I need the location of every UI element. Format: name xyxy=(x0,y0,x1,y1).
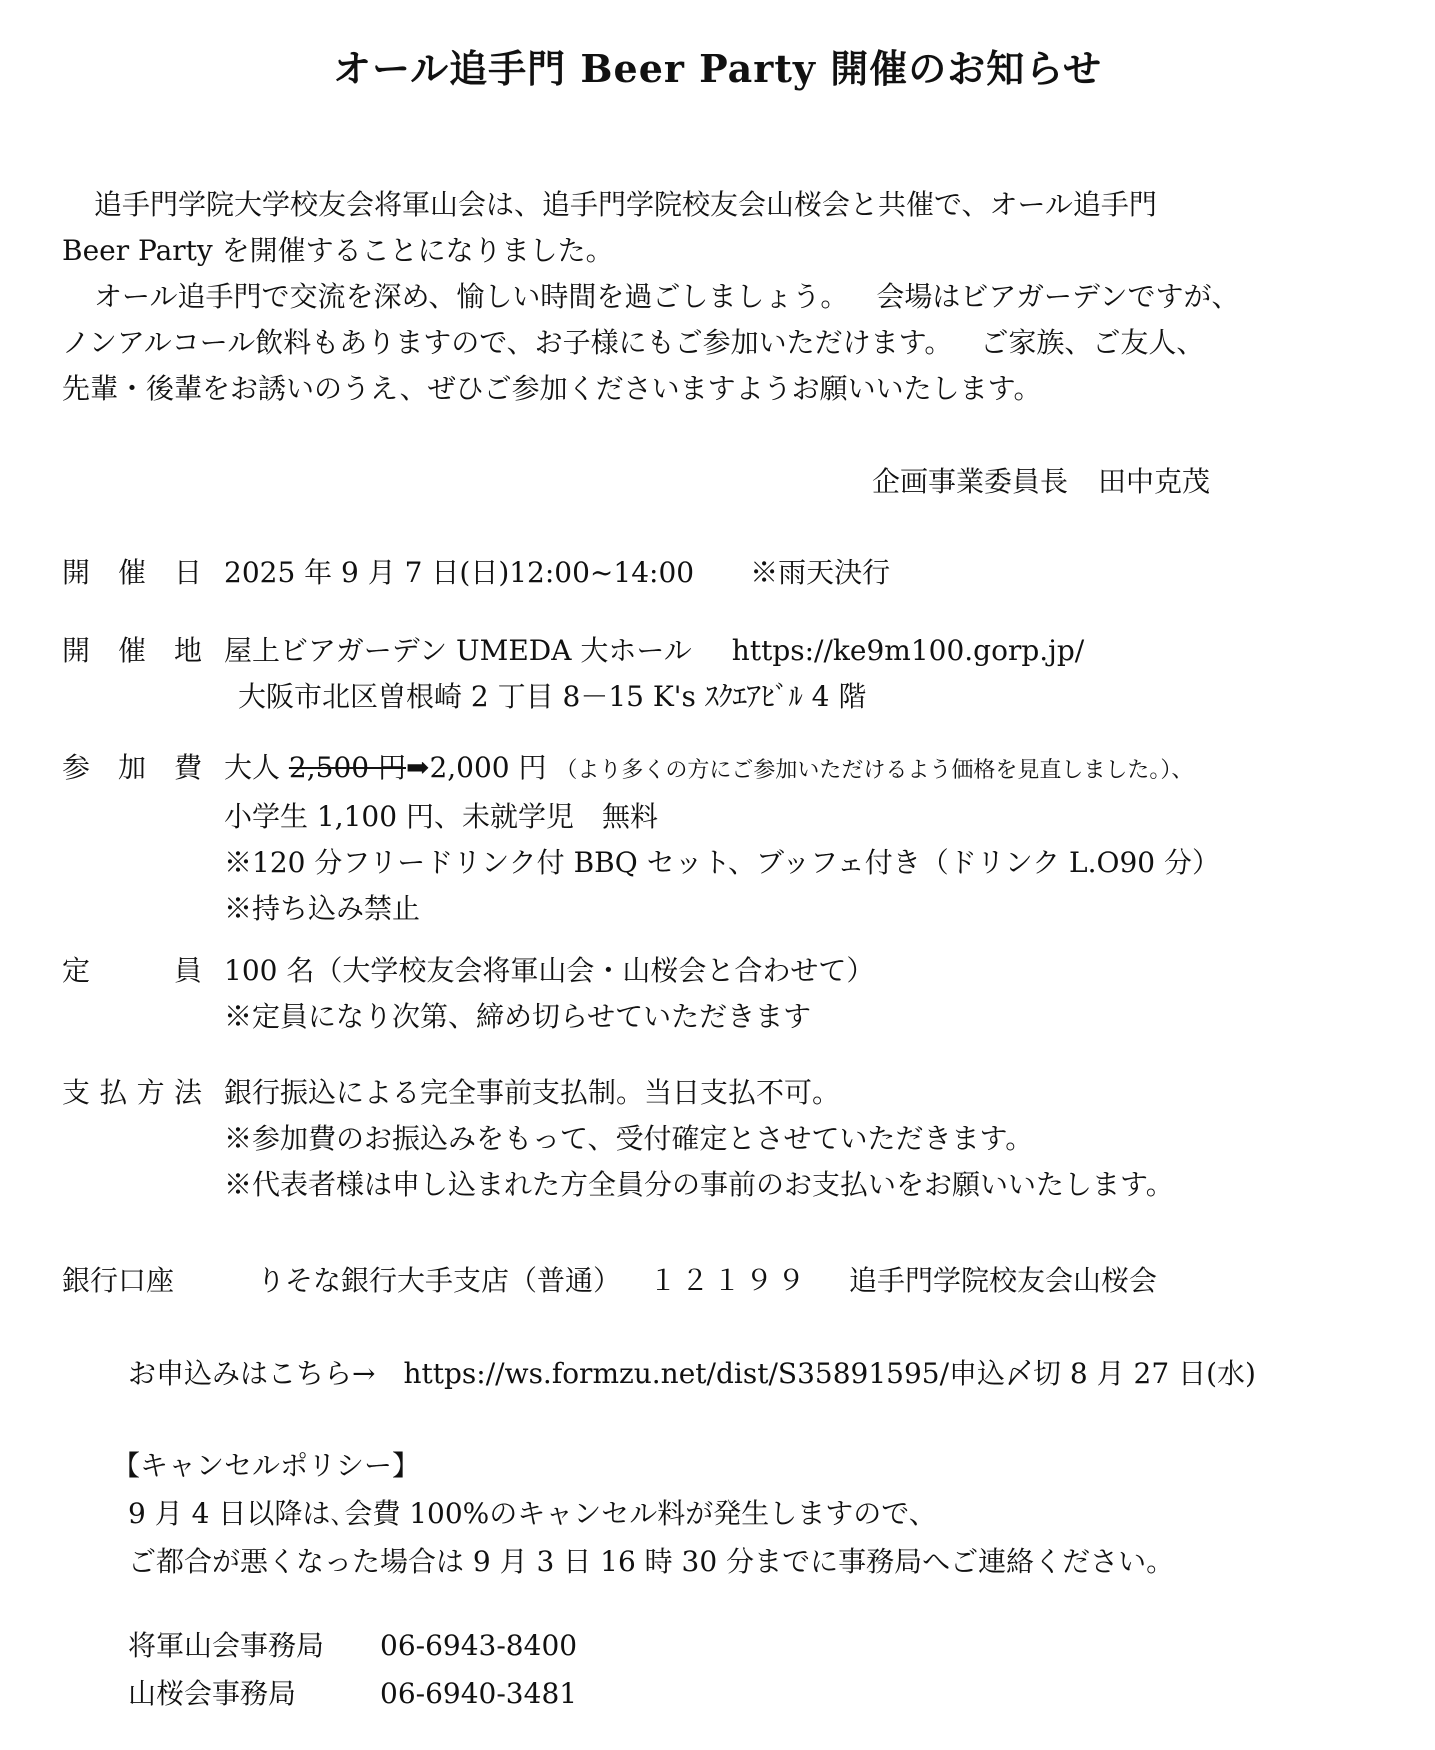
fee-new-price: 2,000 円 xyxy=(429,751,547,784)
label-char: 加 xyxy=(117,751,146,784)
capacity-value: 100 名（大学校友会将軍山会・山桜会と合わせて） xyxy=(224,954,875,987)
intro-line: 追手門学院大学校友会将軍山会は、追手門学院校友会山桜会と共催で、オール追手門 xyxy=(94,188,1157,221)
apply-url[interactable]: https://ws.formzu.net/dist/S35891595/ xyxy=(403,1357,950,1390)
cancel-line: 9 月 4 日以降は､会費 100%のキャンセル料が発生しますので、 xyxy=(128,1497,937,1530)
label-char: 支 xyxy=(62,1076,91,1109)
fee-note: ※120 分フリードリンク付 BBQ セット、ブッフェ付き（ドリンク L.O90 分） xyxy=(224,846,1221,879)
apply-lead: お申込みはこちら→ xyxy=(128,1357,376,1390)
cancel-line: ご都合が悪くなった場合は 9 月 3 日 16 時 30 分までに事務局へご連絡ください。 xyxy=(128,1545,1175,1578)
label-char: 開 xyxy=(62,634,91,667)
contact-name: 山桜会事務局 xyxy=(128,1677,297,1710)
apply-line xyxy=(128,1352,1256,1392)
label-char: 日 xyxy=(173,556,202,589)
intro-line: ノンアルコール飲料もありますので、お子様にもご参加いただけます。 xyxy=(62,326,953,359)
signer xyxy=(872,460,1210,500)
venue-url[interactable]: https://ke9m100.gorp.jp/ xyxy=(731,634,1085,667)
cancel-policy xyxy=(112,1442,1174,1586)
arrow-right-icon: ➡ xyxy=(405,751,430,784)
date-note: ※雨天決行 xyxy=(750,556,891,589)
payment-note: ※参加費のお振込みをもって、受付確定とさせていただきます。 xyxy=(224,1122,1034,1155)
venue-label xyxy=(62,628,202,674)
bank-label xyxy=(62,1258,202,1304)
label-char: 参 xyxy=(62,751,91,784)
label-char: 地 xyxy=(173,634,202,667)
capacity-note: ※定員になり次第、締め切らせていただきます xyxy=(224,1000,812,1033)
document-title: オール追手門 Beer Party 開催のお知らせ xyxy=(332,46,1103,91)
fee-old-price: 2,500 円 xyxy=(288,751,406,784)
contact-row xyxy=(128,1670,577,1718)
bank-branch: りそな銀行大手支店（普通） xyxy=(257,1264,622,1297)
label-char: 法 xyxy=(173,1076,202,1109)
signer-name: 田中克茂 xyxy=(1098,465,1211,498)
label-char: 開 xyxy=(62,556,91,589)
contact-phone[interactable]: 06-6940-3481 xyxy=(380,1677,578,1710)
bank-label-text: 銀行口座 xyxy=(62,1264,175,1297)
cancel-heading: 【キャンセルポリシー】 xyxy=(112,1449,421,1482)
payment-value: 銀行振込による完全事前支払制。当日支払不可。 xyxy=(224,1076,841,1109)
label-char: 払 xyxy=(99,1076,128,1109)
intro-line: オール追手門で交流を深め、愉しい時間を過ごしましょう。 xyxy=(94,280,849,313)
payment-note: ※代表者様は申し込まれた方全員分の事前のお支払いをお願いいたします。 xyxy=(224,1168,1174,1201)
payment-label xyxy=(62,1070,202,1116)
date-label xyxy=(62,550,202,596)
fee-children: 小学生 1,100 円、未就学児 無料 xyxy=(224,800,658,833)
label-char: 催 xyxy=(117,556,146,589)
date-value: 2025 年 9 月 7 日(日)12:00~14:00 xyxy=(224,556,695,589)
fee-price-note: （より多くの方にご参加いただけるよう価格を見直しました。）、 xyxy=(555,758,1194,783)
intro-line: 先輩・後輩をお誘いのうえ、ぜひご参加くださいますようお願いいたします。 xyxy=(62,372,1042,405)
capacity-label xyxy=(62,948,202,994)
fee-adult-label: 大人 xyxy=(224,751,281,784)
bank-account-number: １２１９９ xyxy=(649,1264,810,1297)
contact-phone[interactable]: 06-6943-8400 xyxy=(380,1629,578,1662)
label-char: 催 xyxy=(117,634,146,667)
venue-address: 大阪市北区曽根崎 2 丁目 8－15 K's ｽｸｴｱﾋﾞﾙ 4 階 xyxy=(238,680,867,713)
intro-paragraphs xyxy=(62,182,1402,412)
contact-name: 将軍山会事務局 xyxy=(128,1629,325,1662)
label-char: 方 xyxy=(136,1076,165,1109)
contact-row xyxy=(128,1622,577,1670)
intro-line: ご家族、ご友人、 xyxy=(980,326,1205,359)
label-char: 費 xyxy=(173,751,202,784)
intro-line: Beer Party を開催することになりました。 xyxy=(62,234,614,267)
venue-name: 屋上ビアガーデン UMEDA 大ホール xyxy=(224,634,692,667)
fee-note: ※持ち込み禁止 xyxy=(224,892,421,925)
label-char: 定 xyxy=(62,954,91,987)
apply-deadline: 申込〆切 8 月 27 日(水) xyxy=(949,1357,1256,1390)
label-char: 員 xyxy=(173,954,202,987)
fee-label xyxy=(62,745,202,791)
contacts xyxy=(128,1622,577,1718)
intro-line: 会場はビアガーデンですが、 xyxy=(876,280,1240,313)
bank-account-holder: 追手門学院校友会山桜会 xyxy=(849,1264,1158,1297)
signer-title: 企画事業委員長 xyxy=(872,465,1069,498)
